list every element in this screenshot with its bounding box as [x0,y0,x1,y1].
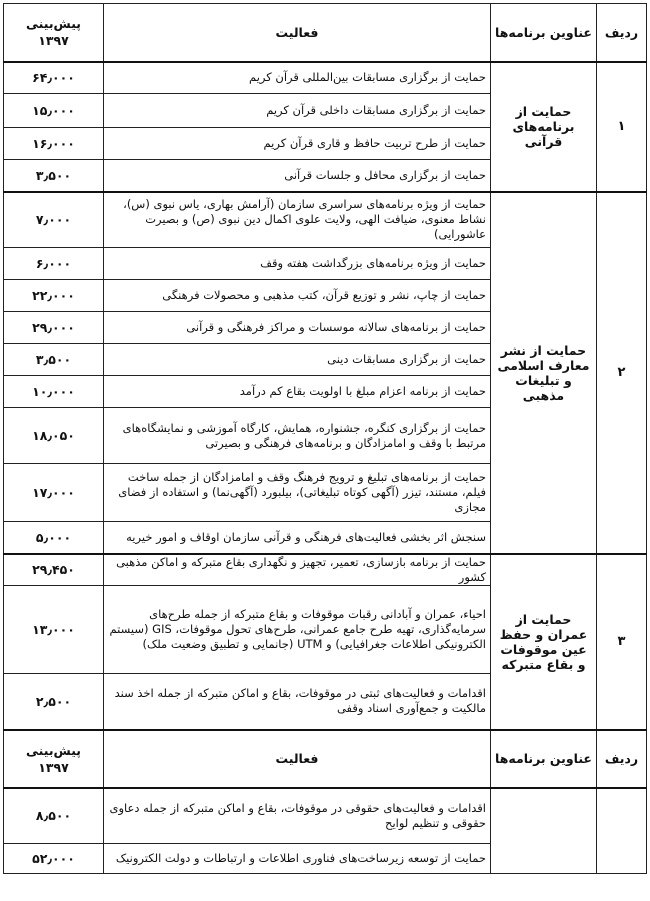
forecast-value: ۱۷٫۰۰۰ [4,464,104,522]
forecast-value: ۵٫۰۰۰ [4,522,104,554]
activity-cell: حمایت از برگزاری مسابقات بین‌المللی قرآن کریم [104,62,491,94]
table-header-row [4,730,647,788]
forecast-value: ۱۶٫۰۰۰ [4,128,104,160]
activity-cell: حمایت از برنامه بازسازی، تعمیر، تجهیز و نگهداری بقاع متبرکه و اماکن مذهبی کشور [104,554,491,586]
table-row [4,788,647,844]
activity-cell: حمایت از توسعه زیرساخت‌های فناوری اطلاعات و ارتباطات و دولت الکترونیک [104,844,491,874]
program-title: حمایت از عمران و حفظ عین موقوفات و بقاع متبرکه [491,554,597,730]
program-title: حمایت از نشر معارف اسلامی و تبلیغات مذهبی [491,192,597,554]
row-index: ۱ [597,62,647,192]
forecast-value: ۱۳٫۰۰۰ [4,586,104,674]
header-forecast [4,730,104,788]
forecast-value: ۲۹٫۰۰۰ [4,312,104,344]
program-title [491,788,597,874]
activity-cell: حمایت از ویژه برنامه‌های بزرگداشت هفته وقف [104,248,491,280]
activity-cell: احیاء، عمران و آبادانی رقبات موقوفات و بقاع متبرکه از جمله طرح‌های سرمایه‌گذاری، تهیه طرح جامع عمرانی، طرح‌های تحول موقوفات، GIS (سیستم الکترونیکی اطلاعات جغرافیایی) و UTM (جانمایی و تطبیق وضعیت ملک) [104,586,491,674]
forecast-value: ۲۹٫۴۵۰ [4,554,104,586]
activity-cell: حمایت از برگزاری کنگره، جشنواره، همایش، کارگاه آموزشی و نمایشگاه‌های مرتبط با وقف و امامزادگان و برنامه‌های فرهنگی و بصیرتی [104,408,491,464]
forecast-value: ۶۴٫۰۰۰ [4,62,104,94]
forecast-value: ۷٫۰۰۰ [4,192,104,248]
header-radif: ردیف [597,4,647,62]
activity-cell: حمایت از برنامه اعزام مبلغ با اولویت بقاع کم درآمد [104,376,491,408]
budget-table [3,3,647,874]
activity-cell: حمایت از چاپ، نشر و توزیع قرآن، کتب مذهبی و محصولات فرهنگی [104,280,491,312]
header-activity: فعالیت [104,4,491,62]
forecast-value: ۱۰٫۰۰۰ [4,376,104,408]
row-index: ۲ [597,192,647,554]
activity-cell: اقدامات و فعالیت‌های حقوقی در موقوفات، بقاع و اماکن متبرکه از جمله دعاوی حقوقی و تنظیم لوایح [104,788,491,844]
forecast-value: ۱۵٫۰۰۰ [4,94,104,128]
row-index: ۳ [597,554,647,730]
activity-cell: حمایت از برنامه‌های تبلیغ و ترویج فرهنگ وقف و امامزادگان از جمله ساخت فیلم، مستند، تیزر (آگهی کوتاه تبلیغاتی)، بیلبورد (آگهی‌نما) و استفاده از فضای مجازی [104,464,491,522]
header-forecast-year: ۱۳۹۷ [38,759,69,775]
forecast-value: ۸٫۵۰۰ [4,788,104,844]
activity-cell: اقدامات و فعالیت‌های ثبتی در موقوفات، بقاع و اماکن متبرکه از جمله اخذ سند مالکیت و جمع‌آوری اسناد وقفی [104,674,491,730]
forecast-value: ۵۲٫۰۰۰ [4,844,104,874]
activity-cell: حمایت از برنامه‌های سالانه موسسات و مراکز فرهنگی و قرآنی [104,312,491,344]
forecast-value: ۲٫۵۰۰ [4,674,104,730]
table-row [4,554,647,586]
forecast-value: ۱۸٫۰۵۰ [4,408,104,464]
activity-cell: حمایت از برگزاری محافل و جلسات قرآنی [104,160,491,192]
activity-cell: سنجش اثر بخشی فعالیت‌های فرهنگی و قرآنی سازمان اوقاف و امور خیریه [104,522,491,554]
header-forecast [4,4,104,62]
forecast-value: ۳٫۵۰۰ [4,160,104,192]
program-title: حمایت از برنامه‌های قرآنی [491,62,597,192]
forecast-value: ۳٫۵۰۰ [4,344,104,376]
table-row [4,192,647,248]
row-index [597,788,647,874]
header-program: عناوین برنامه‌ها [491,4,597,62]
header-radif: ردیف [597,730,647,788]
forecast-value: ۲۲٫۰۰۰ [4,280,104,312]
activity-cell: حمایت از برگزاری مسابقات داخلی قرآن کریم [104,94,491,128]
table-header-row [4,4,647,62]
activity-cell: حمایت از طرح تربیت حافظ و قاری قرآن کریم [104,128,491,160]
header-forecast-year: ۱۳۹۷ [38,33,69,49]
table-row [4,62,647,94]
header-forecast-label: پیش‌بینی [25,16,81,32]
header-forecast-label: پیش‌بینی [25,742,81,758]
header-activity: فعالیت [104,730,491,788]
header-program: عناوین برنامه‌ها [491,730,597,788]
activity-cell: حمایت از برگزاری مسابقات دینی [104,344,491,376]
activity-cell: حمایت از ویژه برنامه‌های سراسری سازمان (آرامش بهاری، یاس نبوی (س)، نشاط معنوی، ضیافت الهی، ولایت علوی اکمال دین نبوی (ص) و بصیرت عاشورایی) [104,192,491,248]
forecast-value: ۶٫۰۰۰ [4,248,104,280]
